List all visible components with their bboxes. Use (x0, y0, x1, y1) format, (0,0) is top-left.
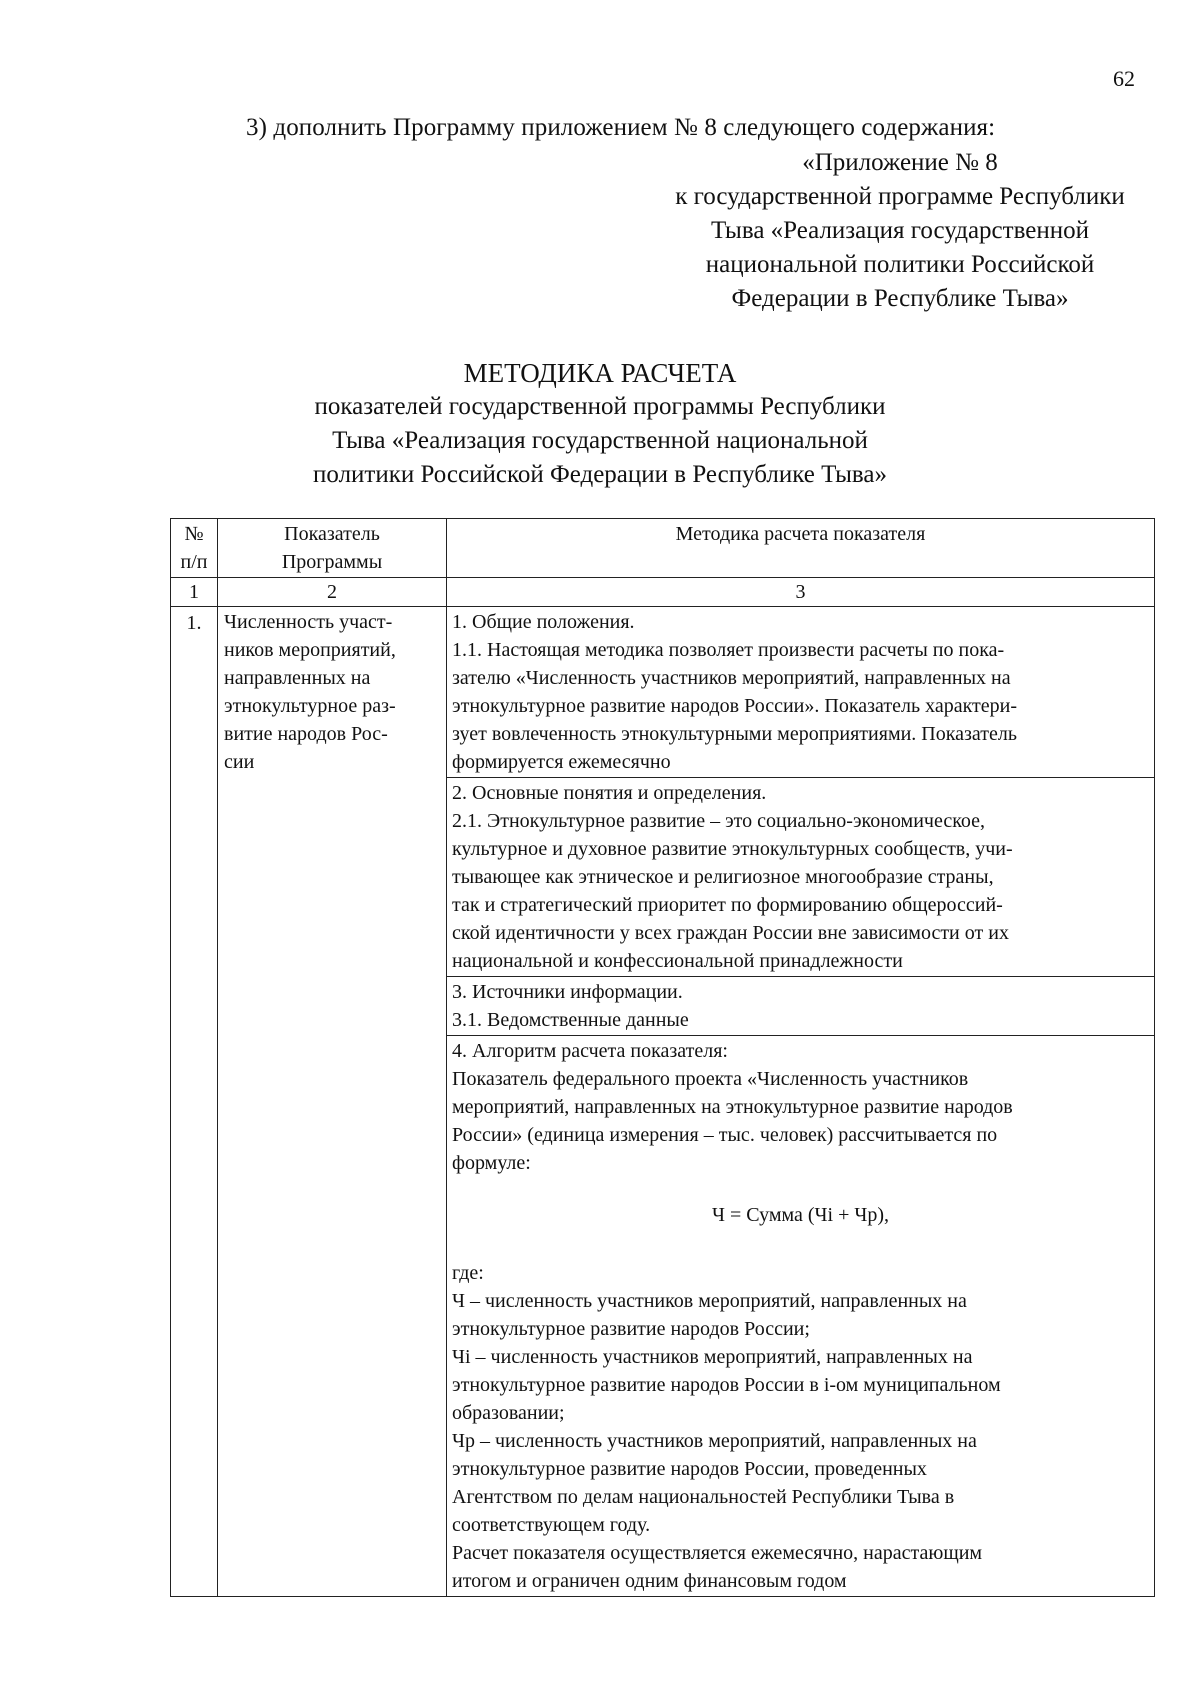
method-line: мероприятий, направленных на этнокультурное развитие народов (452, 1096, 1013, 1118)
indicator-line: сии (224, 751, 255, 773)
header-text: № (184, 523, 204, 545)
method-line: тывающее как этническое и религиозное многообразие страны, (452, 866, 994, 888)
method-line: так и стратегический приоритет по формированию общероссий- (452, 894, 1003, 916)
method-line: России» (единица измерения – тыс. человек) рассчитывается по (452, 1124, 998, 1146)
indicator-line: витие народов Рос- (224, 723, 388, 745)
title-line: политики Российской Федерации в Республике Тыва» (313, 461, 887, 488)
header-text: Программы (281, 551, 383, 573)
method-line: итогом и ограничен одним финансовым годом (452, 1570, 847, 1592)
header-text: Показатель (284, 523, 380, 545)
method-line: 4. Алгоритм расчета показателя: (452, 1040, 728, 1062)
methodology-table (170, 518, 1155, 1597)
method-line: этнокультурное развитие народов России в i-ом муниципальном (452, 1374, 1001, 1396)
method-line: образовании; (452, 1402, 565, 1424)
method-line: этнокультурное развитие народов России, проведенных (452, 1458, 927, 1480)
formula: Ч = Сумма (Чi + Чр), (711, 1204, 890, 1226)
method-line: Ч – численность участников мероприятий, направленных на (452, 1290, 967, 1312)
intro-text: 3) дополнить Программу приложением № 8 следующего содержания: (246, 114, 996, 141)
header-indicator (218, 519, 447, 578)
column-number: 3 (447, 578, 1155, 607)
method-line: формуле: (452, 1152, 531, 1174)
appendix-line: Федерации в Республике Тыва» (731, 285, 1069, 312)
method-line: 1.1. Настоящая методика позволяет произвести расчеты по пока- (452, 639, 1005, 661)
method-line: Показатель федерального проекта «Численность участников (452, 1068, 969, 1090)
method-line: Агентством по делам национальностей Республики Тыва в (452, 1486, 955, 1508)
section-sources (447, 977, 1155, 1036)
method-line: Расчет показателя осуществляется ежемесячно, нарастающим (452, 1542, 983, 1564)
method-line: 2. Основные понятия и определения. (452, 782, 767, 804)
header-row (171, 519, 1155, 578)
method-line: этнокультурное развитие народов России; (452, 1318, 810, 1340)
title-main: МЕТОДИКА РАСЧЕТА (463, 358, 737, 388)
appendix-line: «Приложение № 8 (802, 149, 998, 176)
indicator-line: этнокультурное раз- (224, 695, 396, 717)
method-line: 2.1. Этнокультурное развитие – это социально-экономическое, (452, 810, 986, 832)
section-general (447, 607, 1155, 778)
method-line: формируется ежемесячно (452, 751, 671, 773)
indicator-line: направленных на (224, 667, 371, 689)
method-line: национальной и конфессиональной принадлежности (452, 950, 903, 972)
page-number: 62 (1113, 66, 1135, 91)
method-line: 3. Источники информации. (452, 981, 683, 1003)
method-line: 1. Общие положения. (452, 611, 635, 633)
section-algorithm (447, 1036, 1155, 1597)
method-line: 3.1. Ведомственные данные (452, 1009, 689, 1031)
title-line: показателей государственной программы Республики (314, 393, 886, 420)
method-line: культурное и духовное развитие этнокультурных сообществ, учи- (452, 838, 1013, 860)
column-number: 1 (171, 578, 218, 607)
method-line: зует вовлеченность этнокультурными мероприятиями. Показатель (452, 723, 1018, 745)
appendix-line: к государственной программе Республики (675, 183, 1125, 210)
indicator-line: ников мероприятий, (224, 639, 396, 661)
column-number-row (171, 578, 1155, 607)
indicator-line: Численность участ- (224, 611, 393, 633)
row-number: 1. (171, 607, 218, 1597)
appendix-line: национальной политики Российской (705, 251, 1095, 278)
section-definitions (447, 778, 1155, 977)
method-line: соответствующем году. (452, 1514, 651, 1536)
method-line: где: (452, 1262, 484, 1284)
appendix-line: Тыва «Реализация государственной (711, 217, 1089, 244)
header-text: п/п (180, 551, 208, 573)
indicator-name (218, 607, 447, 1597)
title-line: Тыва «Реализация государственной национальной (332, 427, 868, 454)
method-line: этнокультурное развитие народов России». Показатель характери- (452, 695, 1018, 717)
method-line: зателю «Численность участников мероприятий, направленных на (452, 667, 1011, 689)
header-method: Методика расчета показателя (447, 519, 1155, 578)
method-line: Чi – численность участников мероприятий, направленных на (452, 1346, 973, 1368)
document-title (300, 356, 900, 492)
appendix-header (620, 146, 1180, 316)
column-number: 2 (218, 578, 447, 607)
table-row (171, 607, 1155, 778)
method-line: ской идентичности у всех граждан России вне зависимости от их (452, 922, 1009, 944)
method-line: Чр – численность участников мероприятий, направленных на (452, 1430, 977, 1452)
header-number (171, 519, 218, 578)
